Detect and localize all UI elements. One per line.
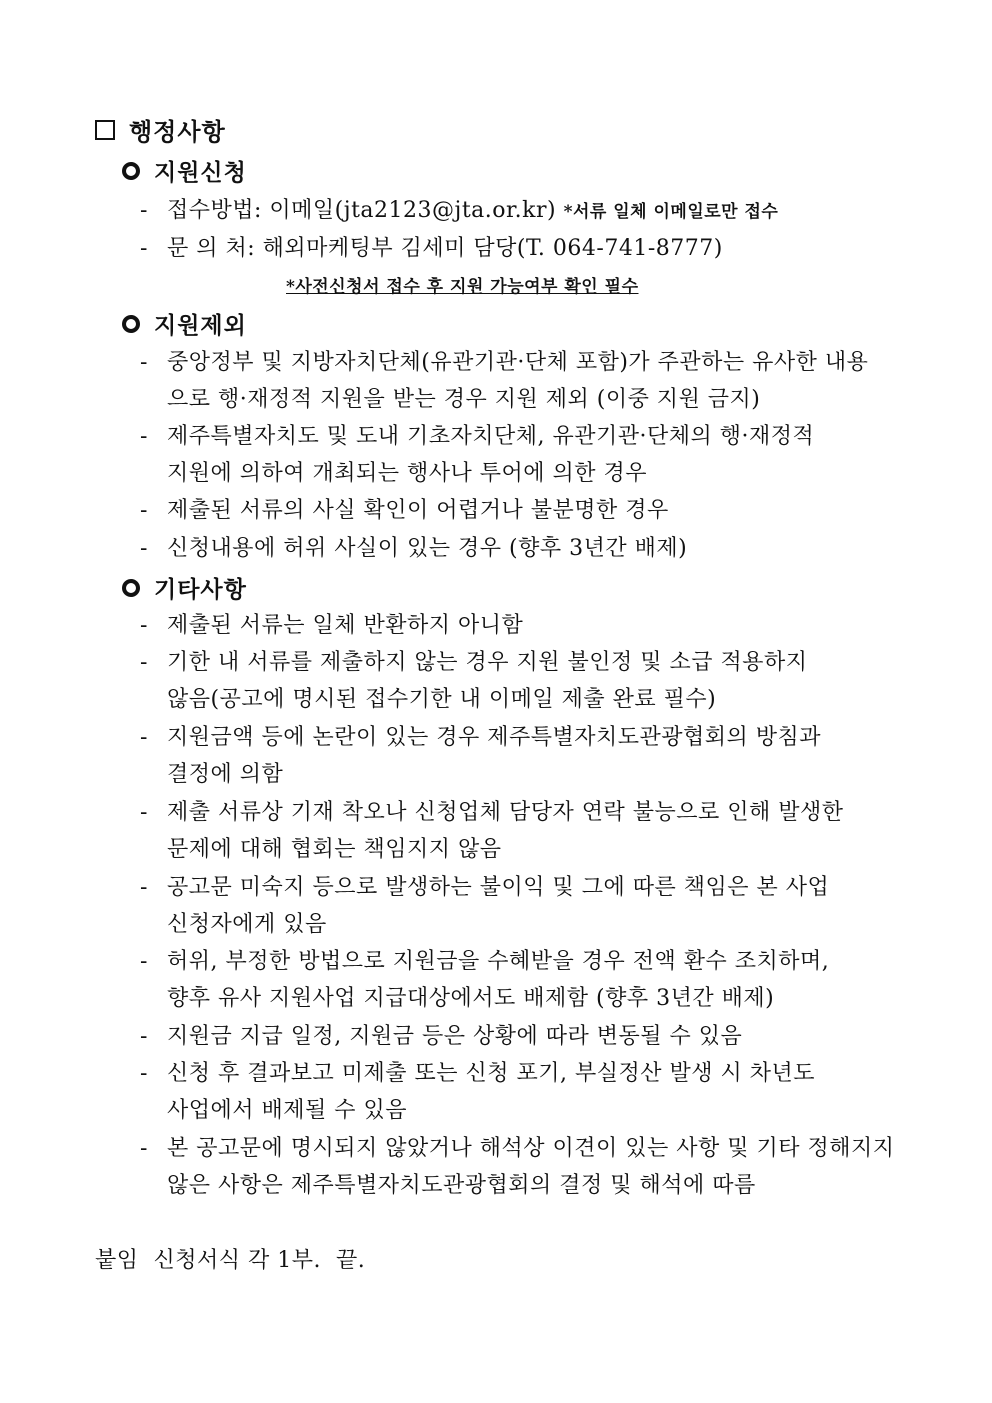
other-item-7: - 지원금 지급 일정, 지원금 등은 상황에 따라 변동될 수 있음 — [140, 1024, 743, 1049]
exclusion-item-3-line1: 제출된 서류의 사실 확인이 어렵거나 불분명한 경우 — [167, 498, 669, 523]
exclusion-item-1-line2: 으로 행·재정적 지원을 받는 경우 지원 제외 (이중 지원 금지) — [167, 387, 761, 412]
exclusion-item-2-line2: 지원에 의하여 개최되는 행사나 투어에 의한 경우 — [167, 461, 648, 486]
apply-contact-item: - 문 의 처: 해외마케팅부 김세미 담당(T. 064-741-8777) — [140, 236, 723, 261]
other-item-9-line2: 않은 사항은 제주특별자치도관광협회의 결정 및 해석에 따름 — [167, 1173, 756, 1198]
subsection-other-title: 기타사항 — [154, 576, 247, 603]
exclusion-item-4: - 신청내용에 허위 사실이 있는 경우 (향후 3년간 배제) — [140, 536, 688, 561]
other-item-7-line1: 지원금 지급 일정, 지원금 등은 상황에 따라 변동될 수 있음 — [167, 1024, 743, 1049]
exclusion-item-2-line1: 제주특별자치도 및 도내 기초자치단체, 유관기관·단체의 행·재정적 — [167, 424, 815, 449]
other-item-9: - 본 공고문에 명시되지 않았거나 해석상 이견이 있는 사항 및 기타 정해지지 않은 사항은 제주특별자치도관광협회의 결정 및 해석에 따름 — [140, 1130, 900, 1204]
other-item-8-line2: 사업에서 배제될 수 있음 — [167, 1098, 408, 1123]
subsection-other-heading — [122, 571, 247, 604]
section-title: 행정사항 — [129, 117, 226, 146]
other-item-5: - 공고문 미숙지 등으로 발생하는 불이익 및 그에 따른 책임은 본 사업 신청자에게 있음 — [140, 869, 900, 943]
apply-method-item: - 접수방법: 이메일(jta2123@jta.or.kr) *서류 일체 이메일로만 접수 — [140, 198, 779, 223]
other-item-3-line1: 지원금액 등에 논란이 있는 경우 제주특별자치도관광협회의 방침과 — [167, 725, 822, 750]
other-item-1: - 제출된 서류는 일체 반환하지 아니함 — [140, 613, 524, 638]
other-item-1-line1: 제출된 서류는 일체 반환하지 아니함 — [167, 613, 524, 638]
other-item-5-line2: 신청자에게 있음 — [167, 912, 327, 937]
attachment-line: 붙임 신청서식 각 1부. 끝. — [95, 1248, 366, 1273]
other-item-5-line1: 공고문 미숙지 등으로 발생하는 불이익 및 그에 따른 책임은 본 사업 — [167, 875, 830, 900]
other-item-6: - 허위, 부정한 방법으로 지원금을 수혜받을 경우 전액 환수 조치하며, 향후 유사 지원사업 지급대상에서도 배제함 (향후 3년간 배제) — [140, 943, 900, 1017]
exclusion-item-4-line1: 신청내용에 허위 사실이 있는 경우 (향후 3년간 배제) — [167, 536, 688, 561]
subsection-exclusion-title: 지원제외 — [154, 312, 247, 339]
apply-contact-text: 문 의 처: 해외마케팅부 김세미 담당(T. 064-741-8777) — [167, 236, 723, 261]
other-item-4-line2: 문제에 대해 협회는 책임지지 않음 — [167, 837, 502, 862]
apply-caution-note: *사전신청서 접수 후 지원 가능여부 확인 필수 — [286, 277, 639, 297]
other-item-4-line1: 제출 서류상 기재 착오나 신청업체 담당자 연락 불능으로 인해 발생한 — [167, 800, 844, 825]
other-item-3: - 지원금액 등에 논란이 있는 경우 제주특별자치도관광협회의 방침과 결정에 의함 — [140, 719, 900, 793]
checkbox-icon — [95, 120, 115, 140]
circle-bullet-icon — [122, 315, 140, 333]
other-item-2: - 기한 내 서류를 제출하지 않는 경우 지원 불인정 및 소급 적용하지 않음(공고에 명시된 접수기한 내 이메일 제출 완료 필수) — [140, 644, 900, 718]
apply-method-text: 접수방법: 이메일(jta2123@jta.or.kr) — [167, 198, 557, 223]
subsection-apply-title: 지원신청 — [154, 159, 247, 186]
other-item-8: - 신청 후 결과보고 미제출 또는 신청 포기, 부실정산 발생 시 차년도 사업에서 배제될 수 있음 — [140, 1055, 900, 1129]
section-heading — [95, 112, 226, 147]
circle-bullet-icon — [122, 162, 140, 180]
exclusion-item-3: - 제출된 서류의 사실 확인이 어렵거나 불분명한 경우 — [140, 498, 669, 523]
other-item-6-line1: 허위, 부정한 방법으로 지원금을 수혜받을 경우 전액 환수 조치하며, — [167, 949, 830, 974]
subsection-exclusion-heading — [122, 307, 247, 340]
other-item-8-line1: 신청 후 결과보고 미제출 또는 신청 포기, 부실정산 발생 시 차년도 — [167, 1061, 815, 1086]
apply-method-note: *서류 일체 이메일로만 접수 — [563, 202, 779, 222]
other-item-6-line2: 향후 유사 지원사업 지급대상에서도 배제함 (향후 3년간 배제) — [167, 986, 775, 1011]
circle-bullet-icon — [122, 579, 140, 597]
other-item-9-line1: 본 공고문에 명시되지 않았거나 해석상 이견이 있는 사항 및 기타 정해지지 — [167, 1136, 895, 1161]
subsection-apply-heading — [122, 154, 247, 187]
exclusion-item-2: - 제주특별자치도 및 도내 기초자치단체, 유관기관·단체의 행·재정적 지원에 의하여 개최되는 행사나 투어에 의한 경우 — [140, 418, 900, 492]
other-item-3-line2: 결정에 의함 — [167, 762, 284, 787]
other-item-2-line1: 기한 내 서류를 제출하지 않는 경우 지원 불인정 및 소급 적용하지 — [167, 650, 808, 675]
exclusion-item-1-line1: 중앙정부 및 지방자치단체(유관기관·단체 포함)가 주관하는 유사한 내용 — [167, 350, 869, 375]
exclusion-item-1: - 중앙정부 및 지방자치단체(유관기관·단체 포함)가 주관하는 유사한 내용 으로 행·재정적 지원을 받는 경우 지원 제외 (이중 지원 금지) — [140, 344, 900, 418]
other-item-2-line2: 않음(공고에 명시된 접수기한 내 이메일 제출 완료 필수) — [167, 687, 717, 712]
other-item-4: - 제출 서류상 기재 착오나 신청업체 담당자 연락 불능으로 인해 발생한 문제에 대해 협회는 책임지지 않음 — [140, 794, 900, 868]
